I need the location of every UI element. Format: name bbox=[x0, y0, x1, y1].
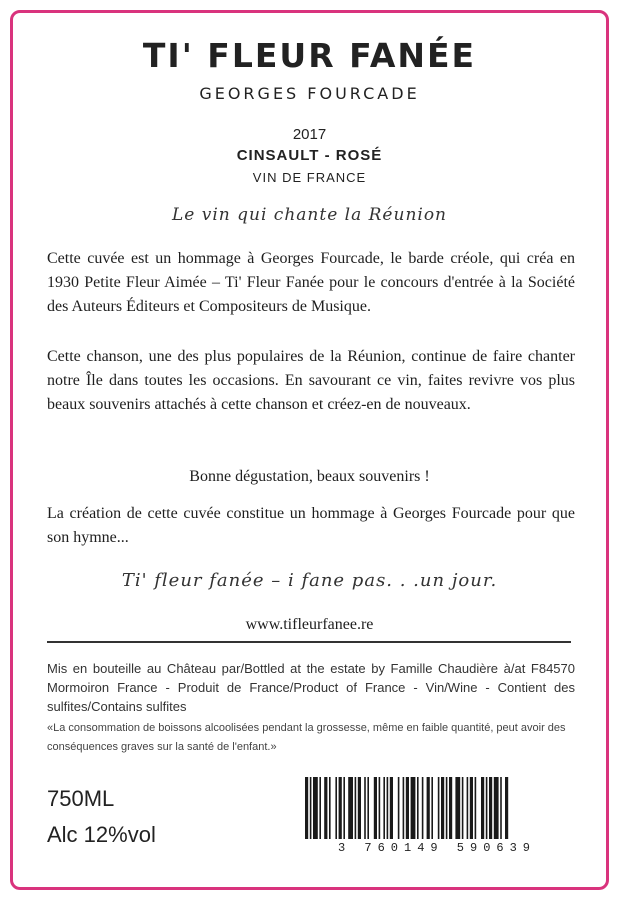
story-paragraph-1: Cette cuvée est un hommage à Georges Fourcade, le barde créole, qui créa en 1930 Petite Fleur Aimée – Ti' Fleur Fanée pour le concours d'entrée à la Société des Auteurs Éditeurs et Compositeurs de Musique. bbox=[47, 250, 575, 316]
barcode-number: 3 760149 590639 bbox=[337, 841, 537, 855]
tagline: Le vin qui chante la Réunion bbox=[171, 205, 448, 225]
story-paragraph-3: La création de cette cuvée constitue un hommage à Georges Fourcade pour que son hymne... bbox=[47, 505, 575, 547]
grape-variety: CINSAULT - ROSÉ bbox=[236, 147, 383, 164]
wine-title: TI' FLEUR FANÉE bbox=[142, 36, 477, 75]
bottling-info: Mis en bouteille au Château par/Bottled at the estate by Famille Chaudière à/at F84570 Mormoiron France - Produit de France/Product of France - Vin/Wine - Contient des sulfites/Contains sulfites bbox=[47, 661, 575, 714]
barcode bbox=[303, 777, 571, 857]
appellation: VIN DE FRANCE bbox=[252, 170, 367, 185]
signature-line: Ti' fleur fanée – i fane pas. . .un jour. bbox=[121, 570, 498, 591]
divider bbox=[47, 641, 571, 643]
producer-name: GEORGES FOURCADE bbox=[199, 84, 420, 103]
barcode-bars bbox=[303, 777, 571, 841]
vintage-year: 2017 bbox=[292, 126, 327, 143]
story-paragraph-2: Cette chanson, une des plus populaires de la Réunion, continue de faire chanter notre Île dans toutes les occasions. En savourant ce vin, faites revivre vos plus beaux souvenirs attachés à cette chanson et créez-en de nouveaux. bbox=[47, 348, 575, 414]
alcohol-content: Alc 12%vol bbox=[47, 822, 156, 847]
website-link[interactable]: www.tifleurfanee.re bbox=[245, 616, 374, 633]
volume: 750ML bbox=[47, 786, 115, 811]
greeting: Bonne dégustation, beaux souvenirs ! bbox=[189, 468, 430, 485]
health-warning: «La consommation de boissons alcoolisées pendant la grossesse, même en faible quantité, peut avoir des conséquences graves sur la santé de l'enfant.» bbox=[47, 722, 566, 753]
